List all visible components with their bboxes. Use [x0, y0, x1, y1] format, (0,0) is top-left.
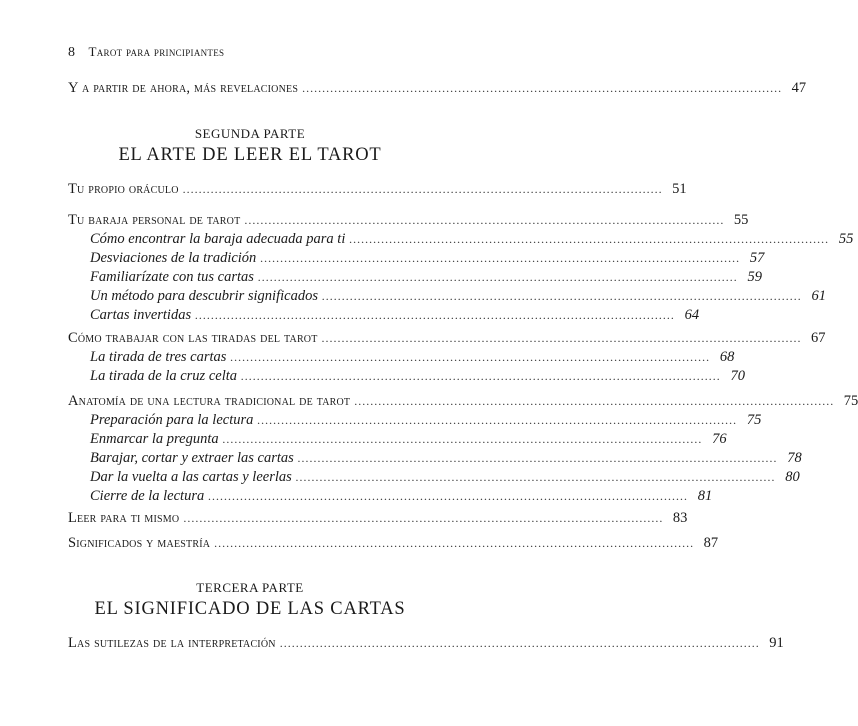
dot-leader: ........................................................................................................................: [230, 350, 711, 364]
entry-title: Cartas invertidas: [90, 307, 192, 323]
toc-subentry: [90, 349, 735, 369]
dot-leader: ........................................................................................................................: [295, 470, 776, 484]
part-heading: [0, 580, 500, 620]
entry-title: Barajar, cortar y extraer las cartas: [90, 450, 294, 466]
entry-page-number: 80: [785, 469, 800, 485]
entry-page-number: 47: [791, 80, 807, 96]
entry-title: Desviaciones de la tradición: [90, 250, 257, 266]
entry-title: Las sutilezas de la interpretación: [68, 635, 276, 651]
toc-subentry: [90, 450, 802, 470]
running-title: Tarot para principiantes: [88, 44, 225, 59]
part-label: SEGUNDA PARTE: [194, 126, 306, 141]
toc-entry: [68, 510, 688, 530]
dot-leader: ........................................................................................................................: [222, 432, 703, 446]
dot-leader: ........................................................................................................................: [297, 451, 778, 465]
dot-leader: ........................................................................................................................: [349, 232, 830, 246]
entry-title: Enmarcar la pregunta: [90, 431, 219, 447]
dot-leader: ........................................................................................................................: [244, 213, 725, 227]
toc-entry: [68, 212, 749, 232]
dot-leader: ........................................................................................................................: [260, 251, 741, 265]
toc-entry: [68, 80, 807, 100]
entry-title: Familiarízate con tus cartas: [90, 269, 254, 285]
page-number: 8: [68, 45, 75, 60]
entry-page-number: 83: [672, 510, 688, 526]
toc-subentry: [90, 250, 765, 270]
entry-page-number: 87: [703, 535, 719, 551]
dot-leader: ........................................................................................................................: [195, 308, 676, 322]
part-title: EL ARTE DE LEER EL TAROT: [118, 145, 382, 165]
toc-entry: [68, 393, 858, 413]
entry-page-number: 78: [787, 450, 802, 466]
entry-page-number: 59: [747, 269, 762, 285]
dot-leader: ........................................................................................................................: [321, 331, 802, 345]
toc-subentry: [90, 488, 713, 508]
entry-title: La tirada de la cruz celta: [90, 368, 238, 384]
entry-title: Dar la vuelta a las cartas y leerlas: [90, 469, 292, 485]
dot-leader: ........................................................................................................................: [321, 289, 802, 303]
entry-title: Cómo encontrar la baraja adecuada para ti: [90, 231, 346, 247]
entry-page-number: 55: [838, 231, 854, 247]
dot-leader: ........................................................................................................................: [241, 369, 722, 383]
entry-title: Preparación para la lectura: [90, 412, 254, 428]
entry-title: Un método para descubrir significados: [90, 288, 318, 304]
dot-leader: ........................................................................................................................: [208, 489, 689, 503]
entry-title: Significados y maestría: [68, 535, 211, 551]
page-header: [68, 44, 224, 61]
entry-title: Anatomía de una lectura tradicional de tarot: [68, 393, 351, 409]
toc-subentry: [90, 431, 727, 451]
toc-subentry: [90, 288, 826, 308]
entry-page-number: 91: [769, 635, 784, 651]
entry-title: Cierre de la lectura: [90, 488, 205, 504]
toc-entry: [68, 635, 784, 655]
entry-page-number: 70: [730, 368, 746, 384]
dot-leader: ........................................................................................................................: [354, 394, 835, 408]
toc-subentry: [90, 469, 800, 489]
entry-page-number: 51: [672, 181, 687, 197]
entry-page-number: 64: [684, 307, 700, 323]
dot-leader: ........................................................................................................................: [214, 536, 695, 550]
toc-subentry: [90, 412, 762, 432]
entry-page-number: 68: [719, 349, 735, 365]
toc-subentry: [90, 307, 700, 327]
dot-leader: ........................................................................................................................: [257, 413, 738, 427]
entry-page-number: 61: [811, 288, 826, 304]
dot-leader: ........................................................................................................................: [279, 636, 760, 650]
dot-leader: ........................................................................................................................: [257, 270, 738, 284]
dot-leader: ........................................................................................................................: [183, 511, 664, 525]
part-label: TERCERA PARTE: [196, 580, 304, 595]
entry-page-number: 75: [843, 393, 858, 409]
toc-subentry: [90, 269, 762, 289]
entry-page-number: 75: [746, 412, 762, 428]
part-heading: [0, 126, 500, 166]
dot-leader: ........................................................................................................................: [182, 182, 663, 196]
entry-title: Leer para ti mismo: [68, 510, 180, 526]
entry-title: Y a partir de ahora, más revelaciones: [68, 80, 299, 96]
entry-page-number: 76: [712, 431, 727, 447]
toc-subentry: [90, 231, 854, 251]
entry-page-number: 57: [749, 250, 765, 266]
entry-page-number: 67: [811, 330, 826, 346]
toc-entry: [68, 535, 719, 555]
entry-title: Tu propio oráculo: [68, 181, 179, 197]
entry-page-number: 55: [733, 212, 749, 228]
dot-leader: ........................................................................................................................: [302, 81, 783, 95]
part-title: EL SIGNIFICADO DE LAS CARTAS: [94, 599, 406, 619]
toc-subentry: [90, 368, 746, 388]
entry-title: La tirada de tres cartas: [90, 349, 227, 365]
toc-entry: [68, 181, 687, 201]
entry-title: Cómo trabajar con las tiradas del tarot: [68, 330, 318, 346]
toc-entry: [68, 330, 826, 350]
entry-title: Tu baraja personal de tarot: [68, 212, 241, 228]
entry-page-number: 81: [697, 488, 713, 504]
